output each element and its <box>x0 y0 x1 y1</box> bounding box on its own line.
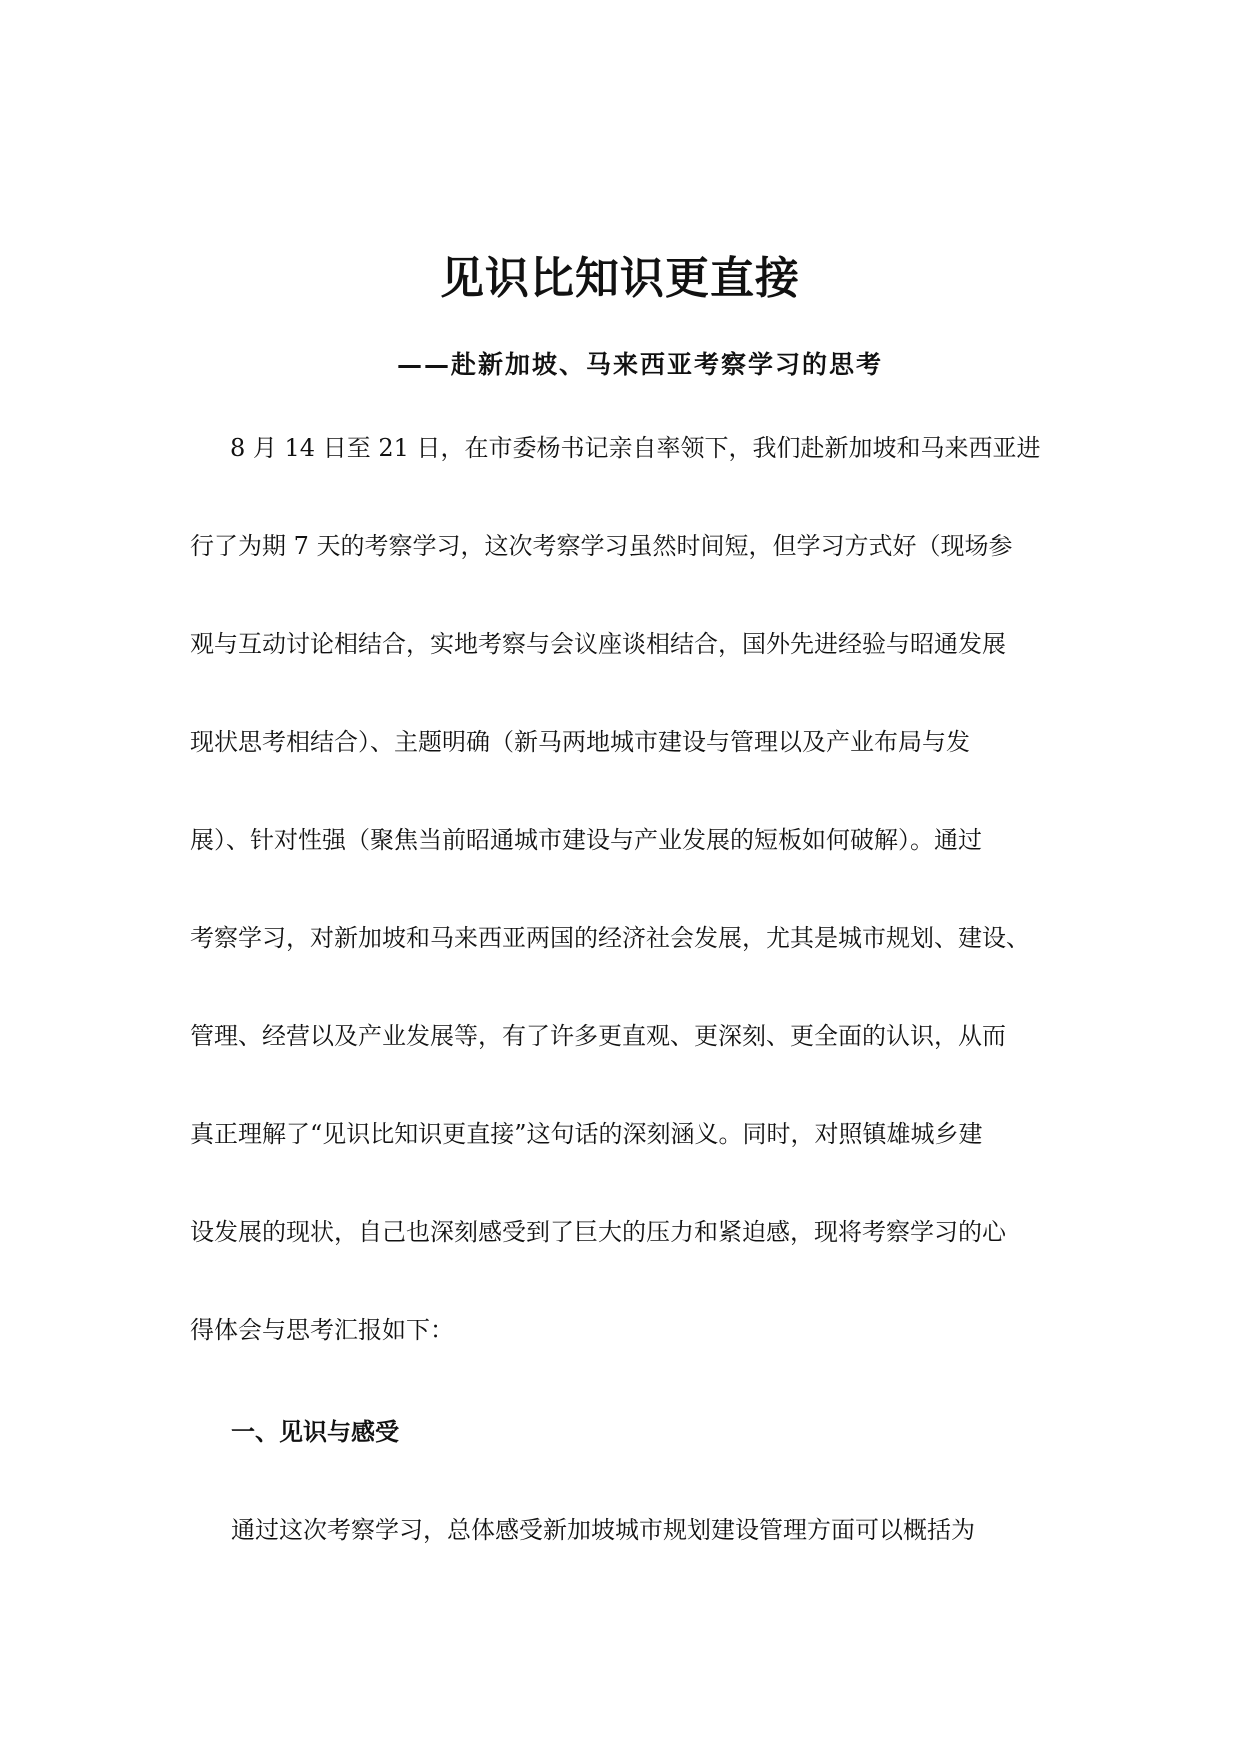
document-subtitle: ——赴新加坡、马来西亚考察学习的思考 <box>396 350 883 379</box>
intro-paragraph <box>190 428 1070 1408</box>
section-heading: 一、见识与感受 <box>231 1417 399 1446</box>
paragraph-line: 现状思考相结合）、主题明确（新马两地城市建设与管理以及产业布局与发 <box>190 728 970 756</box>
section-paragraph-line: 通过这次考察学习，总体感受新加坡城市规划建设管理方面可以概括为 <box>231 1516 975 1544</box>
paragraph-line: 考察学习，对新加坡和马来西亚两国的经济社会发展，尤其是城市规划、建设、 <box>190 924 1030 952</box>
document-title: 见识比知识更直接 <box>440 253 800 304</box>
paragraph-line: 行了为期 7 天的考察学习，这次考察学习虽然时间短，但学习方式好（现场参 <box>190 532 1013 560</box>
paragraph-line: 8 月 14 日至 21 日，在市委杨书记亲自率领下，我们赴新加坡和马来西亚进 <box>230 434 1041 462</box>
paragraph-line: 观与互动讨论相结合，实地考察与会议座谈相结合，国外先进经验与昭通发展 <box>190 630 1006 658</box>
paragraph-line: 展）、针对性强（聚焦当前昭通城市建设与产业发展的短板如何破解）。通过 <box>190 826 982 854</box>
paragraph-line: 设发展的现状，自己也深刻感受到了巨大的压力和紧迫感，现将考察学习的心 <box>190 1218 1006 1246</box>
paragraph-line: 管理、经营以及产业发展等，有了许多更直观、更深刻、更全面的认识，从而 <box>190 1022 1006 1050</box>
paragraph-line: 真正理解了“见识比知识更直接”这句话的深刻涵义。同时，对照镇雄城乡建 <box>190 1120 983 1148</box>
paragraph-line: 得体会与思考汇报如下： <box>190 1316 454 1344</box>
